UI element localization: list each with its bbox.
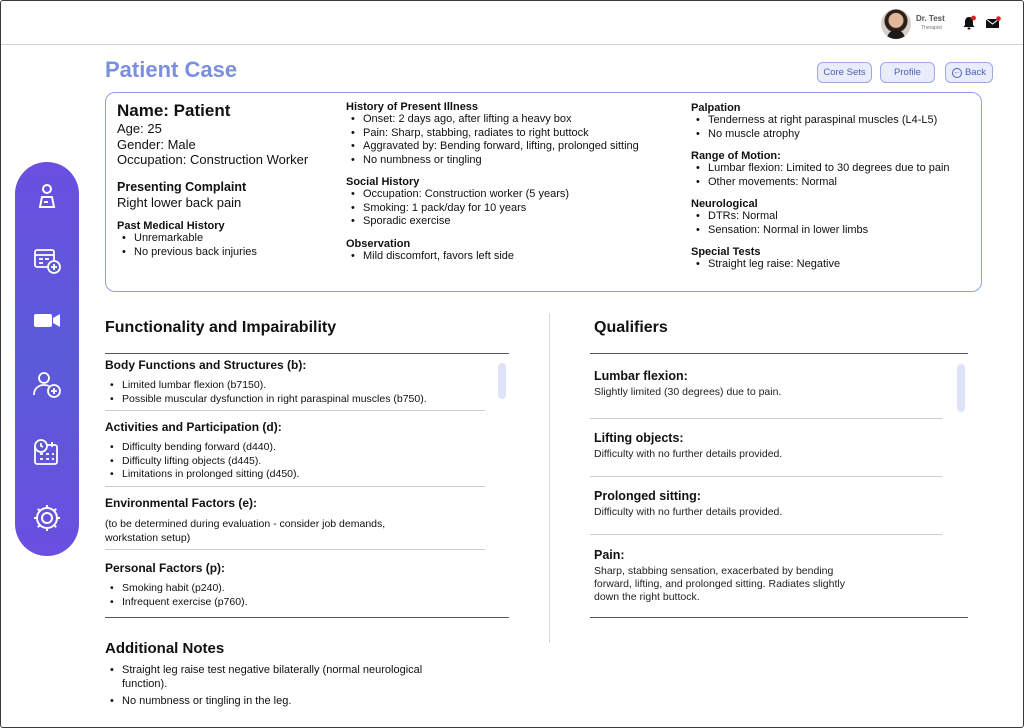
patient-occupation: Occupation: Construction Worker bbox=[117, 152, 309, 167]
qualifier-title: Pain: bbox=[594, 548, 625, 562]
qualifiers-scrollbar[interactable] bbox=[957, 364, 965, 412]
column-divider bbox=[549, 313, 550, 643]
user-role: Therapist bbox=[921, 25, 942, 31]
patient-age: Age: 25 bbox=[117, 121, 162, 136]
exam-column bbox=[691, 102, 981, 272]
list-item: • Sporadic exercise bbox=[346, 215, 686, 229]
divider bbox=[105, 353, 509, 354]
environmental-text-1: (to be determined during evaluation - consider job demands, bbox=[105, 518, 386, 530]
complaint-title: Presenting Complaint bbox=[117, 179, 247, 194]
patient-name: Name: Patient bbox=[117, 101, 231, 120]
list-item: • Pain: Sharp, stabbing, radiates to right buttock bbox=[346, 127, 686, 141]
list-item: • No numbness or tingling in the leg. bbox=[105, 695, 525, 709]
core-sets-button[interactable] bbox=[817, 62, 872, 83]
divider bbox=[590, 476, 942, 477]
avatar[interactable] bbox=[881, 9, 911, 39]
divider bbox=[105, 617, 509, 618]
social-list bbox=[346, 188, 686, 229]
list-item: • Smoking: 1 pack/day for 10 years bbox=[346, 202, 686, 216]
personal-factors-title: Personal Factors (p): bbox=[105, 561, 226, 575]
list-item: • Tenderness at right paraspinal muscles (L4-L5) bbox=[691, 114, 981, 128]
divider bbox=[105, 549, 485, 550]
gear-icon[interactable] bbox=[31, 502, 63, 534]
observation-list bbox=[346, 250, 686, 264]
history-column bbox=[346, 101, 686, 263]
list-item: • Aggravated by: Bending forward, lifting, prolonged sitting bbox=[346, 140, 686, 154]
profile-button[interactable] bbox=[880, 62, 935, 83]
arrow-left-icon: ← bbox=[953, 68, 961, 76]
notes-list bbox=[105, 664, 525, 709]
core-sets-label: Core Sets bbox=[823, 67, 866, 78]
list-item: • Sensation: Normal in lower limbs bbox=[691, 224, 981, 238]
schedule-icon[interactable] bbox=[31, 436, 63, 468]
divider bbox=[590, 353, 968, 354]
list-item: • No muscle atrophy bbox=[691, 128, 981, 142]
list-item: • Straight leg raise: Negative bbox=[691, 258, 981, 272]
calendar-add-icon[interactable] bbox=[31, 244, 63, 276]
notes-title: Additional Notes bbox=[105, 640, 225, 657]
personal-factors-list bbox=[105, 582, 485, 609]
rom-title: Range of Motion: bbox=[691, 150, 781, 162]
add-user-icon[interactable] bbox=[31, 368, 63, 400]
patient-info-column bbox=[117, 101, 342, 259]
list-item: • Lumbar flexion: Limited to 30 degrees due to pain bbox=[691, 162, 981, 176]
qualifier-text: forward, lifting, and prolonged sitting. Radiates slightly bbox=[594, 578, 845, 590]
palpation-list bbox=[691, 114, 981, 141]
list-item: • Smoking habit (p240). bbox=[105, 582, 485, 596]
note-text: Straight leg raise test negative bilaterally (normal neurological bbox=[122, 664, 423, 676]
list-item: • Limitations in prolonged sitting (d450). bbox=[105, 468, 485, 482]
list-item: • Onset: 2 days ago, after lifting a heavy box bbox=[346, 113, 686, 127]
sidebar bbox=[15, 162, 79, 556]
body-functions-list bbox=[105, 379, 495, 406]
divider bbox=[590, 617, 968, 618]
divider bbox=[105, 486, 485, 487]
list-item: • Unremarkable bbox=[117, 232, 342, 246]
observation-title: Observation bbox=[346, 237, 411, 250]
palpation-title: Palpation bbox=[691, 102, 741, 114]
qualifier-title: Prolonged sitting: bbox=[594, 489, 701, 503]
neuro-list bbox=[691, 210, 981, 237]
patient-icon[interactable] bbox=[31, 180, 63, 212]
neuro-title: Neurological bbox=[691, 198, 758, 210]
list-item: • Difficulty bending forward (d440). bbox=[105, 441, 485, 455]
pmh-title: Past Medical History bbox=[117, 220, 225, 232]
divider bbox=[590, 418, 942, 419]
note-text-continued: function). bbox=[122, 677, 168, 690]
list-item: • DTRs: Normal bbox=[691, 210, 981, 224]
hpi-list bbox=[346, 113, 686, 167]
list-item bbox=[105, 664, 525, 691]
qualifier-text: Slightly limited (30 degrees) due to pain. bbox=[594, 386, 782, 398]
back-button[interactable] bbox=[945, 62, 993, 83]
profile-label: Profile bbox=[894, 67, 921, 78]
user-name: Dr. Test bbox=[916, 14, 945, 23]
functionality-title: Functionality and Impairability bbox=[105, 319, 337, 336]
qualifier-text: Sharp, stabbing sensation, exacerbated by bending bbox=[594, 565, 834, 577]
qualifier-title: Lumbar flexion: bbox=[594, 369, 688, 383]
qualifier-text: down the right buttock. bbox=[594, 591, 700, 603]
list-item: • Difficulty lifting objects (d445). bbox=[105, 455, 485, 469]
qualifiers-title: Qualifiers bbox=[594, 319, 668, 336]
qualifier-title: Lifting objects: bbox=[594, 431, 684, 445]
mail-icon[interactable] bbox=[985, 16, 1001, 30]
social-title: Social History bbox=[346, 176, 420, 188]
divider bbox=[105, 410, 485, 411]
special-tests-list bbox=[691, 258, 981, 272]
list-item: • Mild discomfort, favors left side bbox=[346, 250, 686, 264]
list-item: • Limited lumbar flexion (b7150). bbox=[105, 379, 495, 393]
list-item: • Occupation: Construction worker (5 years) bbox=[346, 188, 686, 202]
list-item: • No numbness or tingling bbox=[346, 154, 686, 168]
video-camera-icon[interactable] bbox=[31, 304, 63, 336]
special-tests-title: Special Tests bbox=[691, 246, 761, 258]
complaint-text: Right lower back pain bbox=[117, 194, 242, 210]
list-item: • Other movements: Normal bbox=[691, 176, 981, 190]
qualifier-text: Difficulty with no further details provided. bbox=[594, 448, 783, 460]
list-item: • No previous back injuries bbox=[117, 246, 342, 260]
bell-icon[interactable] bbox=[962, 15, 976, 31]
environmental-title: Environmental Factors (e): bbox=[105, 496, 258, 510]
rom-list bbox=[691, 162, 981, 189]
back-label: Back bbox=[964, 67, 987, 78]
list-item: • Infrequent exercise (p760). bbox=[105, 596, 485, 610]
page-title: Patient Case bbox=[105, 57, 238, 82]
pmh-list bbox=[117, 232, 342, 259]
top-bar bbox=[1, 1, 1023, 45]
functionality-scrollbar[interactable] bbox=[498, 363, 506, 399]
divider bbox=[590, 534, 942, 535]
qualifier-text: Difficulty with no further details provided. bbox=[594, 506, 783, 518]
list-item: • Possible muscular dysfunction in right paraspinal muscles (b750). bbox=[105, 393, 495, 407]
environmental-text-2: workstation setup) bbox=[105, 532, 191, 544]
body-functions-title: Body Functions and Structures (b): bbox=[105, 358, 307, 372]
activities-title: Activities and Participation (d): bbox=[105, 420, 282, 434]
patient-gender: Gender: Male bbox=[117, 136, 196, 152]
activities-list bbox=[105, 441, 485, 482]
hpi-title: History of Present Illness bbox=[346, 101, 479, 113]
patient-case-card bbox=[105, 92, 982, 292]
